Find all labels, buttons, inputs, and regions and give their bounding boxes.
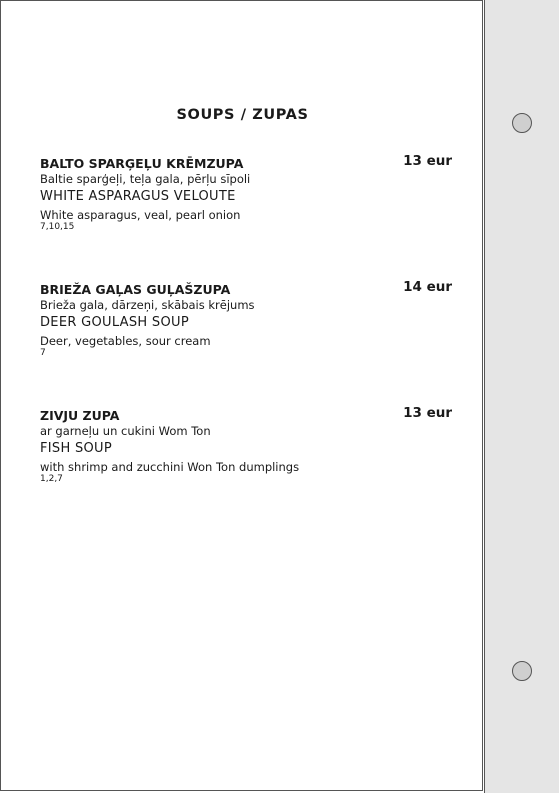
item-desc-en: Deer, vegetables, sour cream (40, 334, 211, 348)
item-name-en: FISH SOUP (40, 441, 113, 456)
item-allergens: 1,2,7 (40, 474, 63, 484)
binder-hole (512, 661, 532, 681)
menu-item (40, 405, 452, 484)
item-price: 13 eur (403, 153, 452, 169)
item-desc-en: White asparagus, veal, pearl onion (40, 208, 241, 222)
binder-hole (512, 113, 532, 133)
menu-item (40, 153, 452, 232)
item-name-en: WHITE ASPARAGUS VELOUTE (40, 189, 236, 204)
section-title: SOUPS / ZUPAS (176, 107, 309, 123)
item-allergens: 7 (40, 348, 46, 358)
item-desc-en: with shrimp and zucchini Won Ton dumplings (40, 460, 300, 474)
binder-strip (484, 0, 559, 793)
item-name-lv: BALTO SPARĢEĻU KRĒMZUPA (40, 156, 244, 171)
item-price: 13 eur (403, 405, 452, 421)
item-name-lv: BRIEŽA GAĻAS GUĻAŠZUPA (40, 282, 231, 297)
item-price: 14 eur (403, 279, 452, 295)
item-desc-lv: Brieža gala, dārzeņi, skābais krējums (40, 298, 255, 312)
item-name-en: DEER GOULASH SOUP (40, 315, 189, 330)
item-desc-lv: ar garneļu un cukini Wom Ton (40, 424, 211, 438)
item-allergens: 7,10,15 (40, 222, 75, 232)
item-desc-lv: Baltie sparģeļi, teļa gala, pērļu sīpoli (40, 172, 251, 186)
item-name-lv: ZIVJU ZUPA (40, 408, 120, 423)
menu-item (40, 279, 452, 358)
